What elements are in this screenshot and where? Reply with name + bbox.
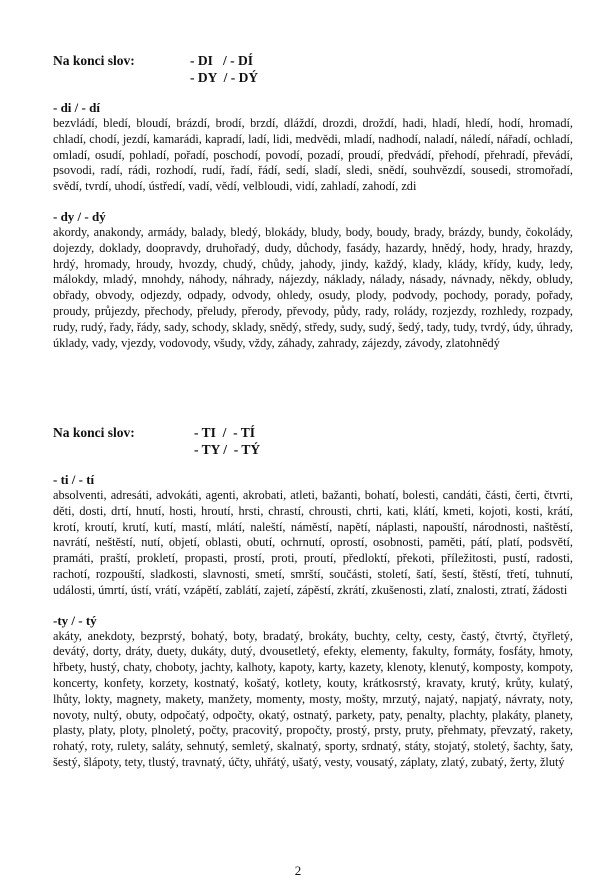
group-title: - ti / - tí [53,472,95,487]
heading-label: Na konci slov: [53,53,135,68]
word-list: bezvládí, bledí, bloudí, brázdí, brodí, brzdí, dláždí, drozdi, droždí, hadi, hladí, hledí, hodí, hromadí, chladí, chodí, jezdí, kamarádi, kapradí, ladí, lidi, medvědi, mladí, nadhodí, naladí, náledí, nářadí, ochladí, omladí, osudí, pohladí, pořadí, poschodí, povodí, pozadí, proudí, předvádí, přehodí, přehradí, převádí, psovodi, radí, rádi, rozhodí, rudí, řadí, řádí, sedí, sladí, sledi, snědí, souhvězdí, sousedi, stromořadí, svědí, tvrdí, uhodí, ústředí, vadí, vědí, velbloudi, vidí, zahladí, zahodí, zdi [53,116,573,194]
word-group-ti [53,472,573,599]
group-title: - dy / - dý [53,208,106,224]
heading-line-1: - TI / - TÍ [194,425,256,440]
heading-line-1: - DI / - DÍ [190,53,253,68]
heading-label: Na konci slov: [53,425,135,440]
word-group-ty [53,613,573,771]
word-list: akáty, anekdoty, bezprstý, bohatý, boty, bradatý, brokáty, buchty, celty, cesty, častý, čtvrtý, čtyřletý, devátý, dorty, dráty, duety, dukáty, dutý, dvousetletý, efekty, elementy, fakulty, formáty, fosfáty, hmoty, hřbety, hustý, chaty, choboty, jachty, kalhoty, kapoty, karty, kazety, klenoty, klenutý, komposty, kompoty, koncerty, konfety, korzety, kostnatý, košatý, kotlety, kouty, krátkosrstý, kravaty, krutý, krůty, kulatý, lhůty, lokty, magnety, makety, manžety, momenty, mosty, mošty, mrzutý, najatý, napjatý, návraty, noty, novoty, nultý, obuty, odpočatý, odpočty, okatý, ostnatý, parkety, paty, penalty, plachty, plakáty, planety, plasty, platy, ploty, plnoletý, počty, pracovitý, propočty, prostý, prsty, pruty, přehmaty, převzatý, rakety, rohatý, roty, rulety, saláty, sehnutý, semletý, skalnatý, sporty, srdnatý, státy, stojatý, stoletý, šachty, šaty, šestý, šlápoty, tety, tlustý, travnatý, účty, uhřátý, ušatý, vesty, vousatý, záplaty, zlatý, zubatý, žerty, žlutý [53,628,573,769]
section-heading [53,52,573,86]
group-title: - di / - dí [53,100,100,115]
page-number: 2 [294,863,302,878]
group-title: -ty / - tý [53,612,97,628]
section-heading [53,424,573,458]
word-list: absolventi, adresáti, advokáti, agenti, akrobati, atleti, bažanti, bohatí, bolesti, candáti, části, čerti, čtvrti, děti, dosti, drtí, hnutí, hosti, hroutí, hrsti, chrastí, chrousti, chrti, kati, klátí, kmeti, kojoti, kosti, krátí, krotí, kroutí, krutí, kutí, mastí, mlátí, naleští, náměstí, napětí, náplasti, napouští, národnosti, naštěstí, navrátí, neštěstí, nutí, objetí, oblasti, obutí, ochrnutí, oprostí, osobnosti, paměti, pátí, platí, podsvětí, pramáti, praští, prokletí, propasti, prostí, proti, proutí, předloktí, překoti, příležitosti, pustí, radosti, rachotí, rozpouští, sladkosti, slavnosti, smetí, smrští, součásti, století, šatí, šestí, štěstí, třetí, tuhnutí, události, úmrtí, ústí, vrátí, vzápětí, zablátí, zajetí, zápěstí, zkrátí, zkušenosti, zlatí, znalosti, ztratí, žádosti [53,488,573,597]
word-group-dy [53,209,573,351]
section-ti-ty [53,424,573,771]
word-list: akordy, anakondy, armády, balady, bledý, blokády, bludy, body, boudy, brady, brázdy, bundy, čokolády, dojezdy, doklady, doopravdy, druhořadý, dudy, důchody, fasády, hazardy, hnědý, hody, hrady, hrazdy, hrdý, hromady, hroudy, hvozdy, chudý, chůdy, jahody, jindy, každý, klady, klády, křídy, kudy, ledy, málokdy, mladý, mnohdy, náhody, náhrady, nájezdy, náklady, nálady, násady, návnady, někdy, obludy, obřady, obvody, odjezdy, odpady, odvody, ohledy, osudy, plody, podvody, pochody, porady, pořady, proudy, průjezdy, přechody, přeludy, přerody, převody, půdy, rady, rolády, rozjezdy, rozhledy, rozpady, rudy, rudý, řady, řády, sady, schody, sklady, snědý, středy, sudy, sudý, šedý, tady, tudy, tvrdý, údy, úhrady, úklady, vady, vjezdy, vodovody, všudy, vždy, záhady, zahrady, zájezdy, závody, zlatohnědý [53,224,573,350]
section-di-dy [53,52,573,351]
word-group-di [53,100,573,195]
heading-line-2: - DY / - DÝ [190,70,259,85]
heading-line-2: - TY / - TÝ [194,442,261,457]
